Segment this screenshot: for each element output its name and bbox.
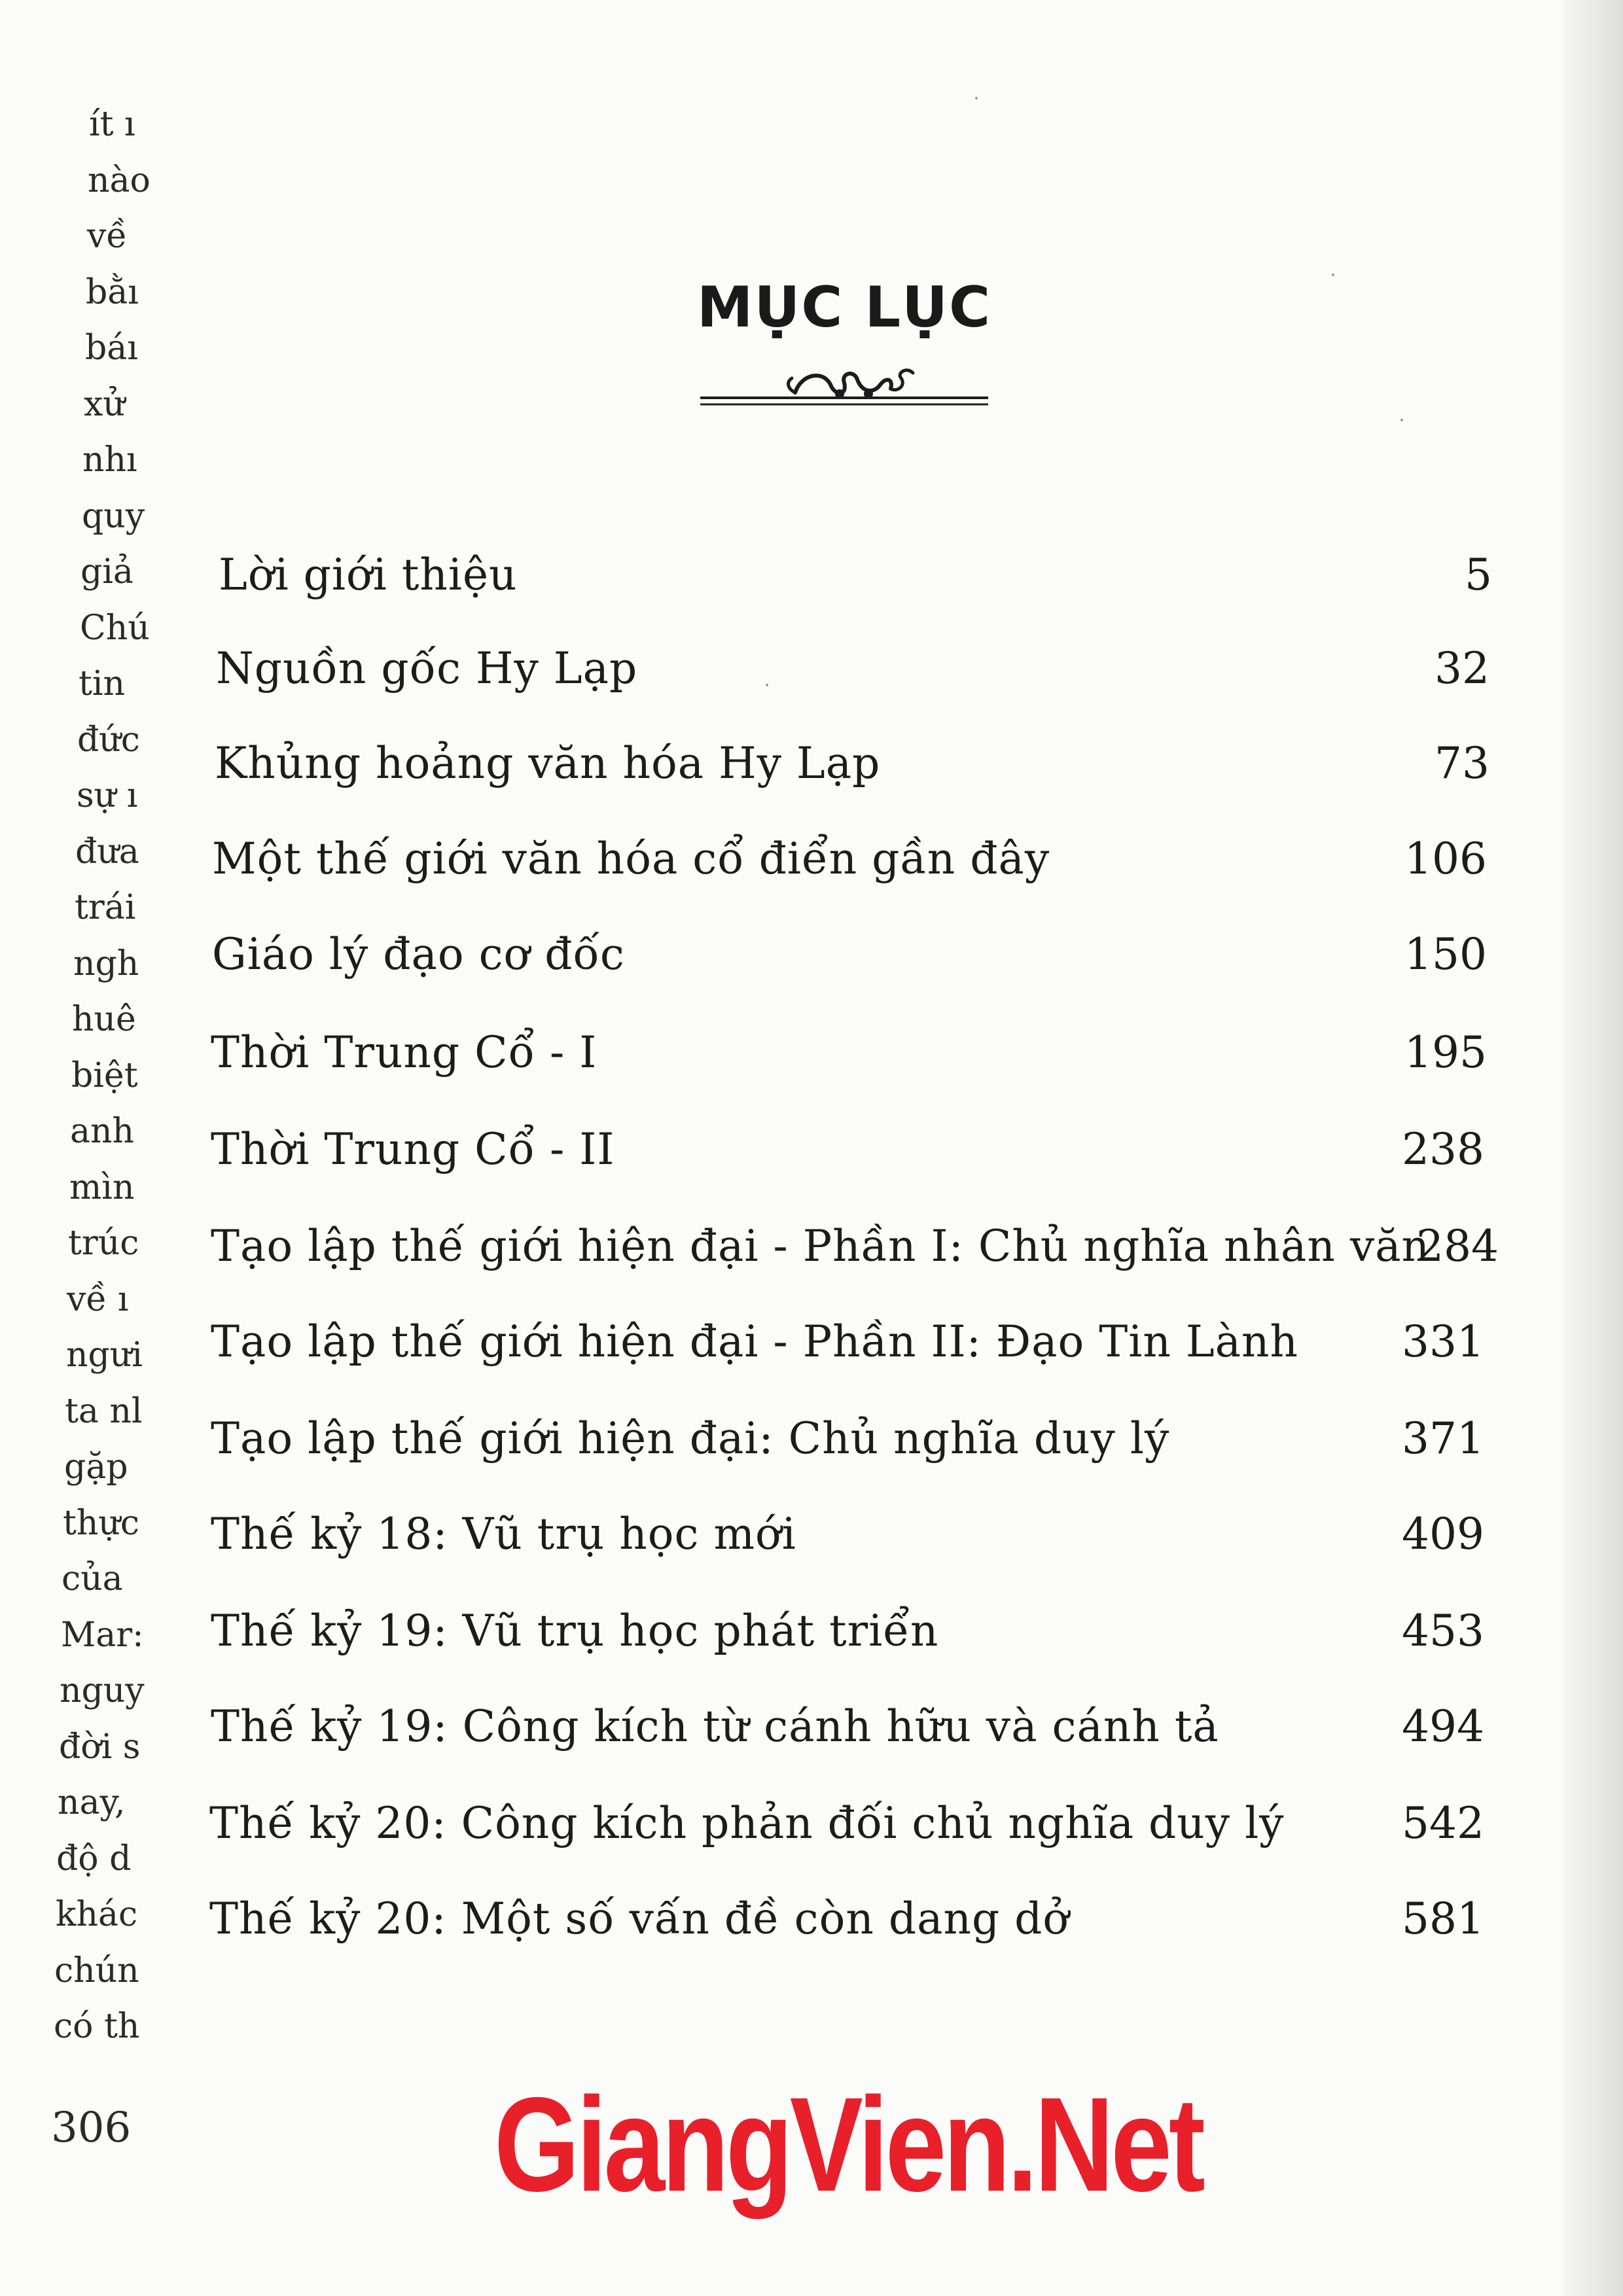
toc-entry-page-number: 150 [1404,929,1487,980]
previous-page-text-fragment: đời s [59,1727,141,1767]
toc-entry-title: Giáo lý đạo cơ đốc [212,929,625,980]
scan-speck [1332,274,1334,276]
toc-entry-title: Thế kỷ 18: Vũ trụ học mới [211,1509,796,1559]
toc-entry-title: Tạo lập thế giới hiện đại: Chủ nghĩa duy lý [211,1413,1170,1464]
toc-entry [209,1509,1499,1581]
previous-page-text-fragment: quy [82,496,145,536]
toc-entry-title: Tạo lập thế giới hiện đại - Phần I: Chủ nghĩa nhân văn [211,1221,1431,1271]
toc-entry [209,1124,1499,1196]
scan-speck [975,97,978,99]
page-title: MỤC LỤC [696,275,992,340]
watermark-logo: GiangVien.Net [494,2070,1202,2219]
previous-page-text-fragment: về [87,217,128,256]
toc-entry-title: Thế kỷ 19: Vũ trụ học phát triển [211,1606,939,1656]
toc-entry-title: Thế kỷ 19: Công kích từ cánh hữu và cánh tả [211,1701,1219,1752]
toc-entry [209,550,1499,622]
toc-entry-title: Thời Trung Cổ - I [211,1027,597,1078]
toc-entry-page-number: 195 [1404,1027,1487,1078]
toc-entry-page-number: 453 [1402,1606,1484,1656]
previous-page-text-fragment: đức [77,720,140,760]
previous-page-text-fragment: ta nl [65,1391,143,1431]
toc-entry [209,1606,1499,1678]
previous-page-text-fragment: bằı [86,272,139,312]
toc-entry-title: Thời Trung Cổ - II [211,1124,615,1174]
toc-entry-page-number: 238 [1402,1124,1484,1174]
previous-page-text-fragment: sự ı [77,776,138,815]
previous-page-text-fragment: ngưi [66,1335,143,1375]
toc-entry-page-number: 32 [1435,643,1489,694]
previous-page-text-fragment: trúc [68,1224,139,1263]
previous-page-text-fragment: trái [75,888,136,927]
toc-entry [209,834,1499,906]
toc-entry-page-number: 73 [1435,738,1489,788]
toc-entry-title: Thế kỷ 20: Một số vấn đề còn dang dở [209,1894,1070,1944]
previous-page-text-fragment: nào [88,160,151,200]
previous-page-text-fragment: báı [85,328,138,368]
toc-entry-page-number: 494 [1402,1701,1484,1752]
toc-entry [209,1413,1499,1485]
previous-page-text-fragment: tin [79,664,126,703]
previous-page-text-fragment: đưa [75,832,139,872]
toc-entry [209,1221,1499,1293]
toc-entry-title: Tạo lập thế giới hiện đại - Phần II: Đạo Tin Lành [211,1316,1299,1367]
toc-entry-page-number: 581 [1402,1894,1484,1944]
toc-entry-title: Thế kỷ 20: Công kích phản đối chủ nghĩa duy lý [209,1798,1285,1848]
previous-page-text-fragment: gặp [64,1447,128,1487]
toc-entry [209,738,1499,810]
previous-page-text-fragment: mìn [69,1167,135,1207]
previous-page-text-fragment: anh [70,1112,134,1151]
page-edge-shadow [1564,0,1623,2296]
previous-page-text-fragment: độ d [56,1839,132,1879]
previous-page-text-fragment: ngh [73,944,139,983]
previous-page-text-fragment: có th [54,2007,140,2046]
previous-page-text-fragment: chún [54,1951,139,1990]
toc-entry-page-number: 5 [1465,550,1492,600]
previous-page-text-fragment: xử [84,384,125,424]
scan-speck [1400,419,1403,421]
toc-entry [209,1798,1499,1870]
toc-entry-page-number: 542 [1402,1798,1484,1848]
toc-entry [209,1027,1499,1099]
toc-entry-page-number: 371 [1402,1413,1484,1464]
previous-page-text-fragment: giả [80,552,134,592]
previous-page-text-fragment: khác [56,1895,138,1934]
previous-page-text-fragment: về ı [67,1279,129,1319]
toc-entry-page-number: 409 [1402,1509,1484,1559]
toc-entry [209,929,1499,1001]
previous-page-text-fragment: biệt [71,1055,138,1095]
previous-page-number: 306 [51,2104,132,2152]
previous-page-text-fragment: ít ı [89,105,135,144]
toc-entry [209,643,1499,715]
previous-page-text-fragment: thực [63,1503,139,1543]
toc-entry-title: Lời giới thiệu [219,550,518,600]
toc-entry-title: Nguồn gốc Hy Lạp [216,643,638,694]
previous-page-text-fragment: huê [72,1000,136,1039]
toc-entry [209,1701,1499,1773]
toc-entry-title: Một thế giới văn hóa cổ điển gần đây [212,834,1050,884]
scroll-ornament-icon [697,360,991,412]
toc-entry-title: Khủng hoảng văn hóa Hy Lạp [215,738,881,788]
toc-entry [209,1316,1499,1388]
toc-entry-page-number: 284 [1416,1221,1499,1271]
previous-page-text-fragment: nguy [60,1671,145,1710]
toc-entry-page-number: 106 [1404,834,1487,884]
toc-entry [209,1894,1499,1966]
previous-page-text-fragment: của [62,1559,123,1598]
previous-page-text-fragment: nay, [58,1783,126,1822]
previous-page-strip [0,0,151,2296]
previous-page-text-fragment: Mar: [61,1615,144,1655]
scan-speck [766,684,768,686]
previous-page-text-fragment: nhı [82,440,137,480]
previous-page-text-fragment: Chú [80,608,150,648]
toc-entry-page-number: 331 [1402,1316,1484,1367]
